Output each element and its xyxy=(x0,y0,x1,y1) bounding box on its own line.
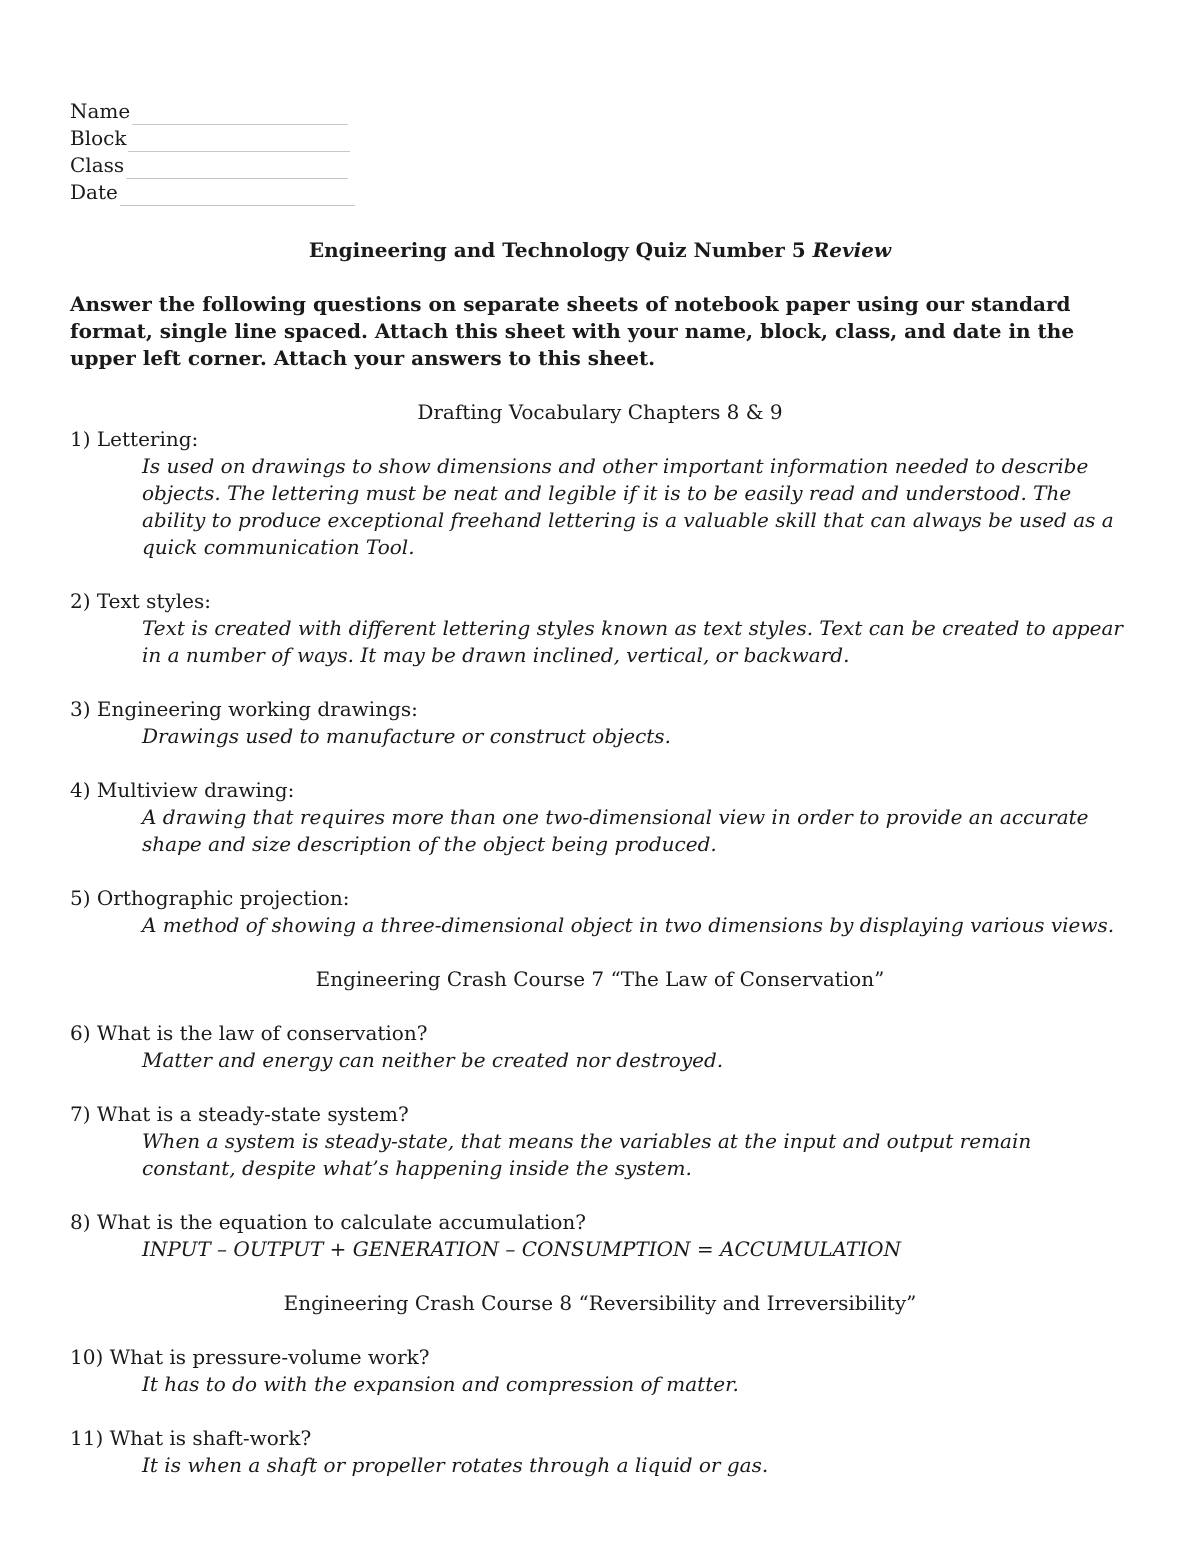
answer-text: Is used on drawings to show dimensions and other important information needed to describe objects. The lettering must be neat and legible if it is to be easily read and understood. The ability to produce exceptional freehand lettering is a valuable skill that can always be used as a quick communication Tool. xyxy=(142,454,1114,559)
section-heading: Drafting Vocabulary Chapters 8 & 9 xyxy=(417,400,783,424)
date-label: Date xyxy=(70,180,118,204)
block-field-row xyxy=(70,125,1130,152)
question-text: 7) What is a steady-state system? xyxy=(70,1102,409,1126)
document-page xyxy=(70,98,1130,1479)
name-blank-line xyxy=(132,102,348,125)
answer-text: It has to do with the expansion and compression of matter. xyxy=(142,1372,739,1396)
student-info-fields xyxy=(70,98,1130,206)
question-item xyxy=(70,1101,1130,1182)
answer-text: Text is created with different lettering styles known as text styles. Text can be created to appear in a number of ways. It may be drawn inclined, vertical, or backward. xyxy=(142,616,1123,667)
title-main: Engineering and Technology Quiz Number 5 xyxy=(308,238,813,262)
question-item xyxy=(70,696,1130,750)
section-crash-course-8 xyxy=(70,1290,1130,1479)
answer-text: A drawing that requires more than one two-dimensional view in order to provide an accurate shape and size description of the object being produced. xyxy=(142,805,1089,856)
question-text: 5) Orthographic projection: xyxy=(70,886,350,910)
answer-text: INPUT – OUTPUT + GENERATION – CONSUMPTION = ACCUMULATION xyxy=(142,1237,902,1261)
class-field-row xyxy=(70,152,1130,179)
question-item xyxy=(70,1344,1130,1398)
class-label: Class xyxy=(70,153,125,177)
section-heading: Engineering Crash Course 7 “The Law of Conservation” xyxy=(315,967,885,991)
question-item xyxy=(70,885,1130,939)
question-text: 6) What is the law of conservation? xyxy=(70,1021,428,1045)
title-italic: Review xyxy=(812,238,892,262)
answer-text: When a system is steady-state, that means the variables at the input and output remain constant, despite what’s happening inside the system. xyxy=(142,1129,1032,1180)
question-text: 8) What is the equation to calculate accumulation? xyxy=(70,1210,586,1234)
answer-text: A method of showing a three-dimensional object in two dimensions by displaying various views. xyxy=(142,913,1115,937)
date-field-row xyxy=(70,179,1130,206)
question-item xyxy=(70,1020,1130,1074)
question-item xyxy=(70,1209,1130,1263)
name-label: Name xyxy=(70,99,131,123)
question-text: 1) Lettering: xyxy=(70,427,199,451)
question-item xyxy=(70,1425,1130,1479)
section-heading: Engineering Crash Course 8 “Reversibility and Irreversibility” xyxy=(283,1291,917,1315)
document-title xyxy=(70,237,1130,264)
question-item xyxy=(70,588,1130,669)
class-blank-line xyxy=(126,156,348,179)
answer-text: Drawings used to manufacture or construct objects. xyxy=(142,724,671,748)
question-text: 10) What is pressure-volume work? xyxy=(70,1345,430,1369)
answer-text: It is when a shaft or propeller rotates through a liquid or gas. xyxy=(142,1453,769,1477)
block-blank-line xyxy=(128,129,350,152)
section-crash-course-7 xyxy=(70,966,1130,1290)
question-item xyxy=(70,777,1130,858)
question-text: 11) What is shaft-work? xyxy=(70,1426,312,1450)
question-item xyxy=(70,426,1130,561)
question-text: 2) Text styles: xyxy=(70,589,212,613)
question-text: 4) Multiview drawing: xyxy=(70,778,295,802)
section-drafting-vocabulary xyxy=(70,399,1130,966)
name-field-row xyxy=(70,98,1130,125)
date-blank-line xyxy=(120,183,355,206)
question-text: 3) Engineering working drawings: xyxy=(70,697,418,721)
instructions-paragraph: Answer the following questions on separate sheets of notebook paper using our standard format, single line spaced. Attach this sheet with your name, block, class, and date in the upper left corner. Attach your answers to this sheet. xyxy=(70,292,1075,370)
answer-text: Matter and energy can neither be created nor destroyed. xyxy=(142,1048,724,1072)
block-label: Block xyxy=(70,126,127,150)
